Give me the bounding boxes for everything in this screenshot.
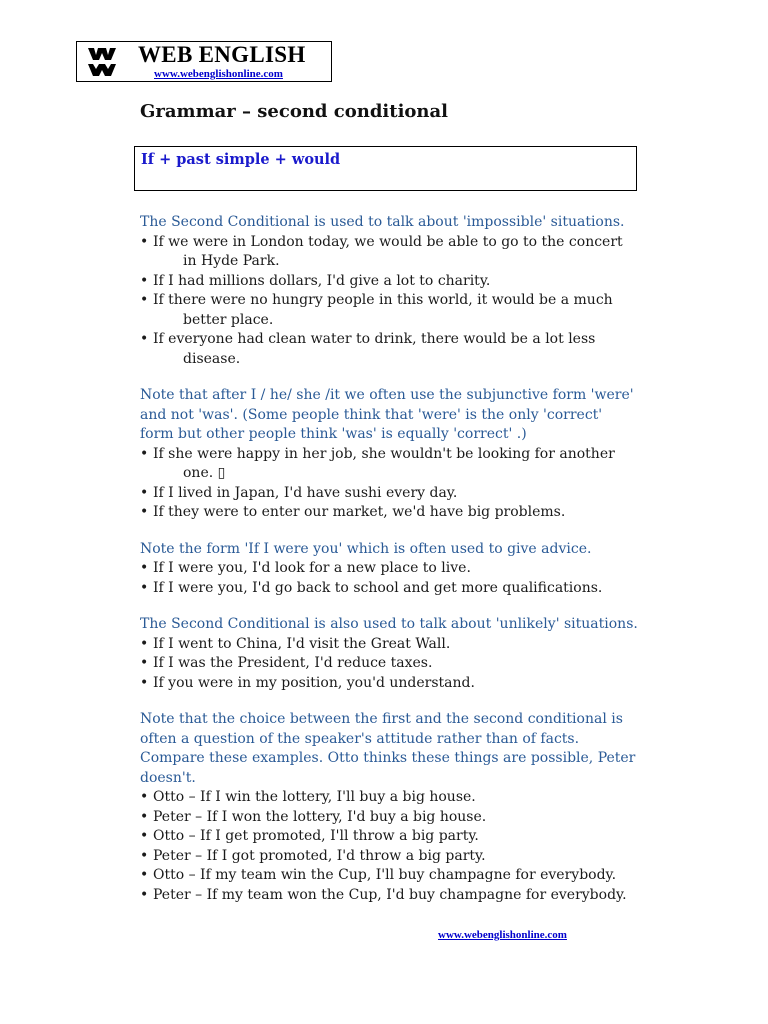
list-item: • Otto – If I win the lottery, I'll buy a big house. xyxy=(140,788,640,808)
list-item: • Otto – If my team win the Cup, I'll buy champagne for everybody. xyxy=(140,866,640,886)
list-item: • If I lived in Japan, I'd have sushi every day. xyxy=(140,484,640,504)
example-list xyxy=(140,445,640,523)
brand-url-link[interactable]: www.webenglishonline.com xyxy=(154,68,283,80)
section-impossible xyxy=(140,213,640,369)
formula-text: If + past simple + would xyxy=(141,151,341,168)
brand-header xyxy=(76,41,332,82)
list-item: • Peter – If I won the lottery, I'd buy a big house. xyxy=(140,808,640,828)
list-item: • Otto – If I get promoted, I'll throw a big party. xyxy=(140,827,640,847)
list-item: • Peter – If I got promoted, I'd throw a big party. xyxy=(140,847,640,867)
ww-logo-icon xyxy=(87,45,117,79)
list-item: • If I had millions dollars, I'd give a lot to charity. xyxy=(140,272,640,292)
section-unlikely xyxy=(140,615,640,693)
example-list xyxy=(140,635,640,694)
section-note: Note that the choice between the first and the second conditional is often a question of the speaker's attitude rather than of facts. Compare these examples. Otto thinks these things are possible, Peter doesn't. xyxy=(140,711,636,786)
list-item: • Peter – If my team won the Cup, I'd buy champagne for everybody. xyxy=(140,886,640,906)
list-item: • If she were happy in her job, she wouldn't be looking for another one. ▯ xyxy=(140,445,640,484)
section-advice xyxy=(140,540,640,599)
section-note: The Second Conditional is also used to talk about 'unlikely' situations. xyxy=(140,616,638,632)
formula-box xyxy=(134,146,637,191)
list-item: • If there were no hungry people in this world, it would be a much better place. xyxy=(140,291,640,330)
list-item: • If I was the President, I'd reduce taxes. xyxy=(140,654,640,674)
example-list xyxy=(140,788,640,905)
example-list xyxy=(140,233,640,370)
section-subjunctive xyxy=(140,386,640,523)
section-note: Note the form 'If I were you' which is often used to give advice. xyxy=(140,540,592,557)
section-comparison xyxy=(140,710,640,905)
list-item: • If they were to enter our market, we'd have big problems. xyxy=(140,503,640,523)
list-item: • If I were you, I'd look for a new place to live. xyxy=(140,559,640,579)
page-title: Grammar – second conditional xyxy=(140,101,449,122)
lesson-content xyxy=(140,213,640,922)
list-item: • If I were you, I'd go back to school and get more qualifications. xyxy=(140,579,640,599)
list-item: • If we were in London today, we would be able to go to the concert in Hyde Park. xyxy=(140,233,640,272)
section-note: Note that after I / he/ she /it we often use the subjunctive form 'were' and not 'was'. (Some people think that 'were' is the only 'correct' form but other people think 'was' is equally 'correct' .) xyxy=(140,387,634,442)
list-item: • If you were in my position, you'd understand. xyxy=(140,674,640,694)
example-list xyxy=(140,559,640,598)
footer-url-link[interactable]: www.webenglishonline.com xyxy=(438,929,567,941)
brand-name: WEB ENGLISH xyxy=(138,42,306,67)
list-item: • If everyone had clean water to drink, there would be a lot less disease. xyxy=(140,330,640,369)
list-item: • If I went to China, I'd visit the Great Wall. xyxy=(140,635,640,655)
section-note: The Second Conditional is used to talk about 'impossible' situations. xyxy=(140,214,625,230)
